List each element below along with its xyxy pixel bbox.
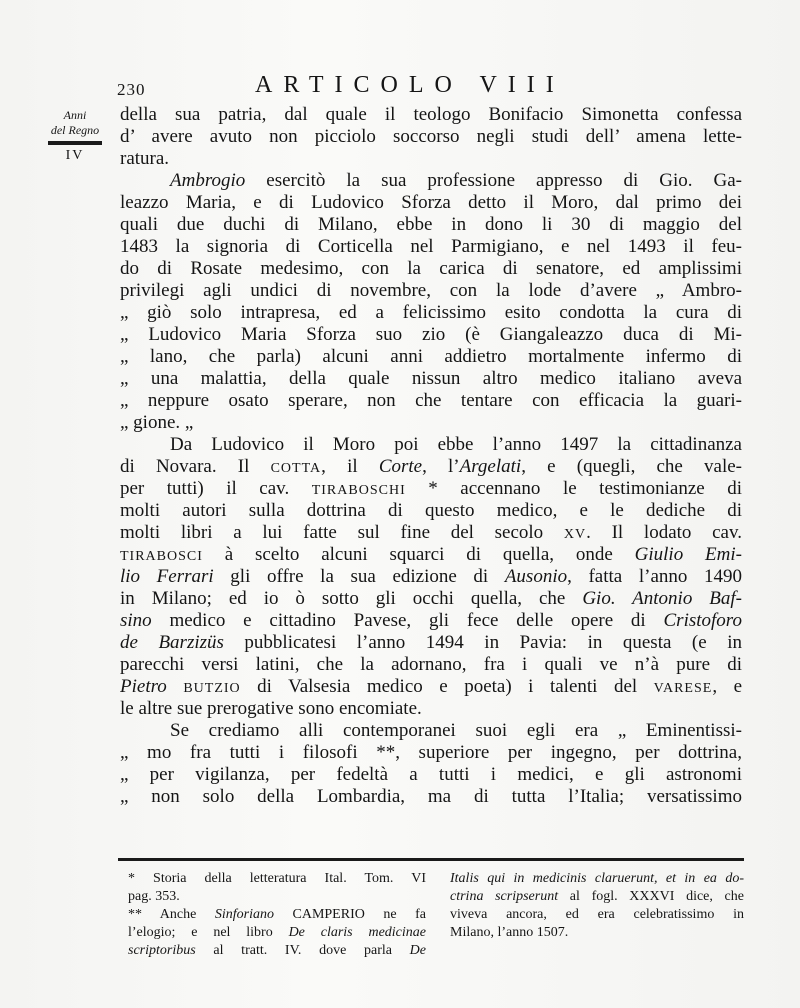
text-line: „ mo fra tutti i filosofi **, superiore per ingegno, per dottrina, — [120, 742, 742, 763]
author-cotta: COTTA — [270, 461, 322, 476]
book-title: De claris medicinae — [288, 925, 426, 940]
text-line: privilegi agli undici di novembre, con la lode d’avere „ Ambro- — [120, 280, 742, 301]
text-line: „ neppure osato sperare, non che tentare con efficacia la guari- — [120, 390, 742, 411]
text-line — [120, 676, 742, 698]
text-run: * accennano le testimonianze di — [405, 478, 742, 499]
text-run: . Il lodato cav. — [586, 522, 742, 543]
name-bassino: sino — [120, 610, 152, 631]
text-line — [120, 478, 742, 500]
footnotes-right — [450, 870, 744, 942]
footnote-line: viveva ancora, ed era celebratissimo in — [450, 907, 744, 922]
margin-note — [40, 108, 110, 164]
text-line: „ gione. „ — [120, 412, 194, 433]
text-line: „ una malattia, della quale nissun altro medico italiano aveva — [120, 368, 742, 389]
text-line — [120, 522, 742, 544]
name-cristoforo: Cristoforo — [663, 610, 742, 631]
text-line — [120, 544, 742, 566]
text-run: al fogl. XXXVI dice, che — [558, 889, 744, 904]
footnote-line: Milano, l’anno 1507. — [450, 925, 569, 940]
text-line: ratura. — [120, 148, 170, 169]
book-title-cont: scriptoribus — [128, 943, 196, 958]
author-butzio: BUTZIO — [183, 681, 241, 696]
text-line — [120, 170, 742, 192]
name-pietro: Pietro — [120, 676, 167, 697]
running-title: ARTICOLO VIII — [255, 72, 565, 98]
text-run: in Milano; ed io ò sotto gli occhi quella, che — [120, 588, 583, 609]
name-ferrari: lio Ferrari — [120, 566, 214, 587]
text-run: di Novara. Il — [120, 456, 271, 477]
text-run: ** Anche — [128, 907, 215, 922]
text-run: , e — [712, 676, 742, 697]
footnote-line — [450, 888, 744, 906]
text-line: molti autori sulla dottrina di questo medico, e le dediche di — [120, 500, 742, 521]
text-line: d’ avere avuto non picciolo soccorso negli studi dell’ amena lette- — [120, 126, 742, 147]
margin-year-number: IV — [65, 148, 85, 163]
text-line — [120, 456, 742, 478]
text-run: pubblicatesi l’anno 1494 in Pavia: in questa (e in — [223, 632, 742, 653]
text-line: Se crediamo alli contemporanei suoi egli era „ Eminentissi- — [170, 720, 742, 741]
footnotes-left — [128, 870, 426, 960]
text-run-italic: De — [409, 943, 426, 958]
footnote-line — [128, 942, 426, 960]
footnote-line — [128, 906, 426, 924]
text-run: medico e cittadino Pavese, gli fece delle opere di — [151, 610, 664, 631]
footnote-rule — [118, 858, 744, 861]
author-varese: VARESE — [653, 681, 713, 696]
century-numeral: XV — [563, 527, 587, 542]
author-argelati: Argelati — [459, 456, 522, 477]
text-run: esercitò la sua professione appresso di Gio. Ga- — [245, 170, 742, 191]
text-line: „ Ludovico Maria Sforza suo zio (è Giangaleazzo duca di Mi- — [120, 324, 742, 345]
quote-italic: ctrina scripserunt — [450, 889, 559, 904]
page-number: 230 — [117, 80, 146, 99]
text-run: , il — [321, 456, 379, 477]
text-line: leazzo Maria, e di Ludovico Sforza detto il Moro, dal primo dei — [120, 192, 742, 213]
margin-del-regno: del Regno — [50, 123, 100, 137]
footnote-line: * Storia della letteratura Ital. Tom. VI — [128, 871, 426, 886]
name-gio-antonio: Gio. Antonio Baf- — [582, 588, 742, 609]
text-line: parecchi versi latini, che la adornano, fra i quali ve n’à pure di — [120, 654, 742, 675]
text-line: „ non solo della Lombardia, ma di tutta l’Italia; versatissimo — [120, 786, 742, 807]
name-barziziis: de Barzizüs — [120, 632, 224, 653]
text-line: le altre sue prerogative sono encomiate. — [120, 698, 422, 719]
name-ambrogio: Ambrogio — [170, 170, 246, 191]
footnote-line — [450, 870, 744, 888]
name-ausonio: Ausonio — [504, 566, 568, 587]
text-run: , e (quegli, che vale- — [521, 456, 742, 477]
name-giulio-emilio: Giulio Emi- — [634, 544, 742, 565]
footnote-line — [128, 924, 426, 942]
author-tiraboschi: TIRABOSCHI — [311, 483, 406, 498]
footnote-line: pag. 353. — [128, 889, 180, 904]
text-line — [120, 566, 742, 588]
text-run — [167, 676, 184, 697]
text-line: „ per vigilanza, per fedeltà a tutti i medici, e gli astronomi — [120, 764, 742, 785]
text-line — [120, 632, 742, 654]
main-text — [120, 104, 742, 808]
text-line: „ lano, che parla) alcuni anni addietro mortalmente infermo di — [120, 346, 742, 367]
text-run: al tratt. IV. dove parla — [195, 943, 410, 958]
text-run: gli offre la sua edizione di — [213, 566, 505, 587]
text-line: Da Ludovico il Moro poi ebbe l’anno 1497 la cittadinanza — [170, 434, 742, 455]
text-run: molti libri a lui fatte sul fine del secolo — [120, 522, 564, 543]
text-run: CAMPERIO ne fa — [273, 907, 426, 922]
text-run: à scelto alcuni squarci di quella, onde — [202, 544, 635, 565]
text-line: della sua patria, dal quale il teologo Bonifacio Simonetta confessa — [120, 104, 742, 125]
text-run: l’elogio; e nel libro — [128, 925, 289, 940]
author-corte: Corte — [378, 456, 423, 477]
text-line: quali due duchi di Milano, ebbe in dono li 30 di maggio del — [120, 214, 742, 235]
text-line — [120, 610, 742, 632]
page-header — [115, 70, 755, 104]
margin-anni: Anni — [63, 108, 87, 122]
text-line: „ giò solo intrapresa, ed a felicissimo esito condotta la cura di — [120, 302, 742, 323]
text-run: , l’ — [422, 456, 460, 477]
text-run: di Valsesia medico e poeta) i talenti del — [240, 676, 654, 697]
text-line: 1483 la signoria di Corticella nel Parmigiano, e nel 1493 il feu- — [120, 236, 742, 257]
name-sinforiano: Sinforiano — [214, 907, 274, 922]
text-line: do di Rosate medesimo, con la carica di senatore, ed amplissimi — [120, 258, 742, 279]
text-run: per tutti) il cav. — [120, 478, 312, 499]
author-tirabosci: TIRABOSCI — [120, 549, 203, 564]
margin-rule — [48, 141, 102, 145]
quote-italic: Italis qui in medicinis claruerunt, et in ea do- — [450, 871, 744, 886]
text-run: , fatta l’anno 1490 — [567, 566, 742, 587]
text-line — [120, 588, 742, 610]
